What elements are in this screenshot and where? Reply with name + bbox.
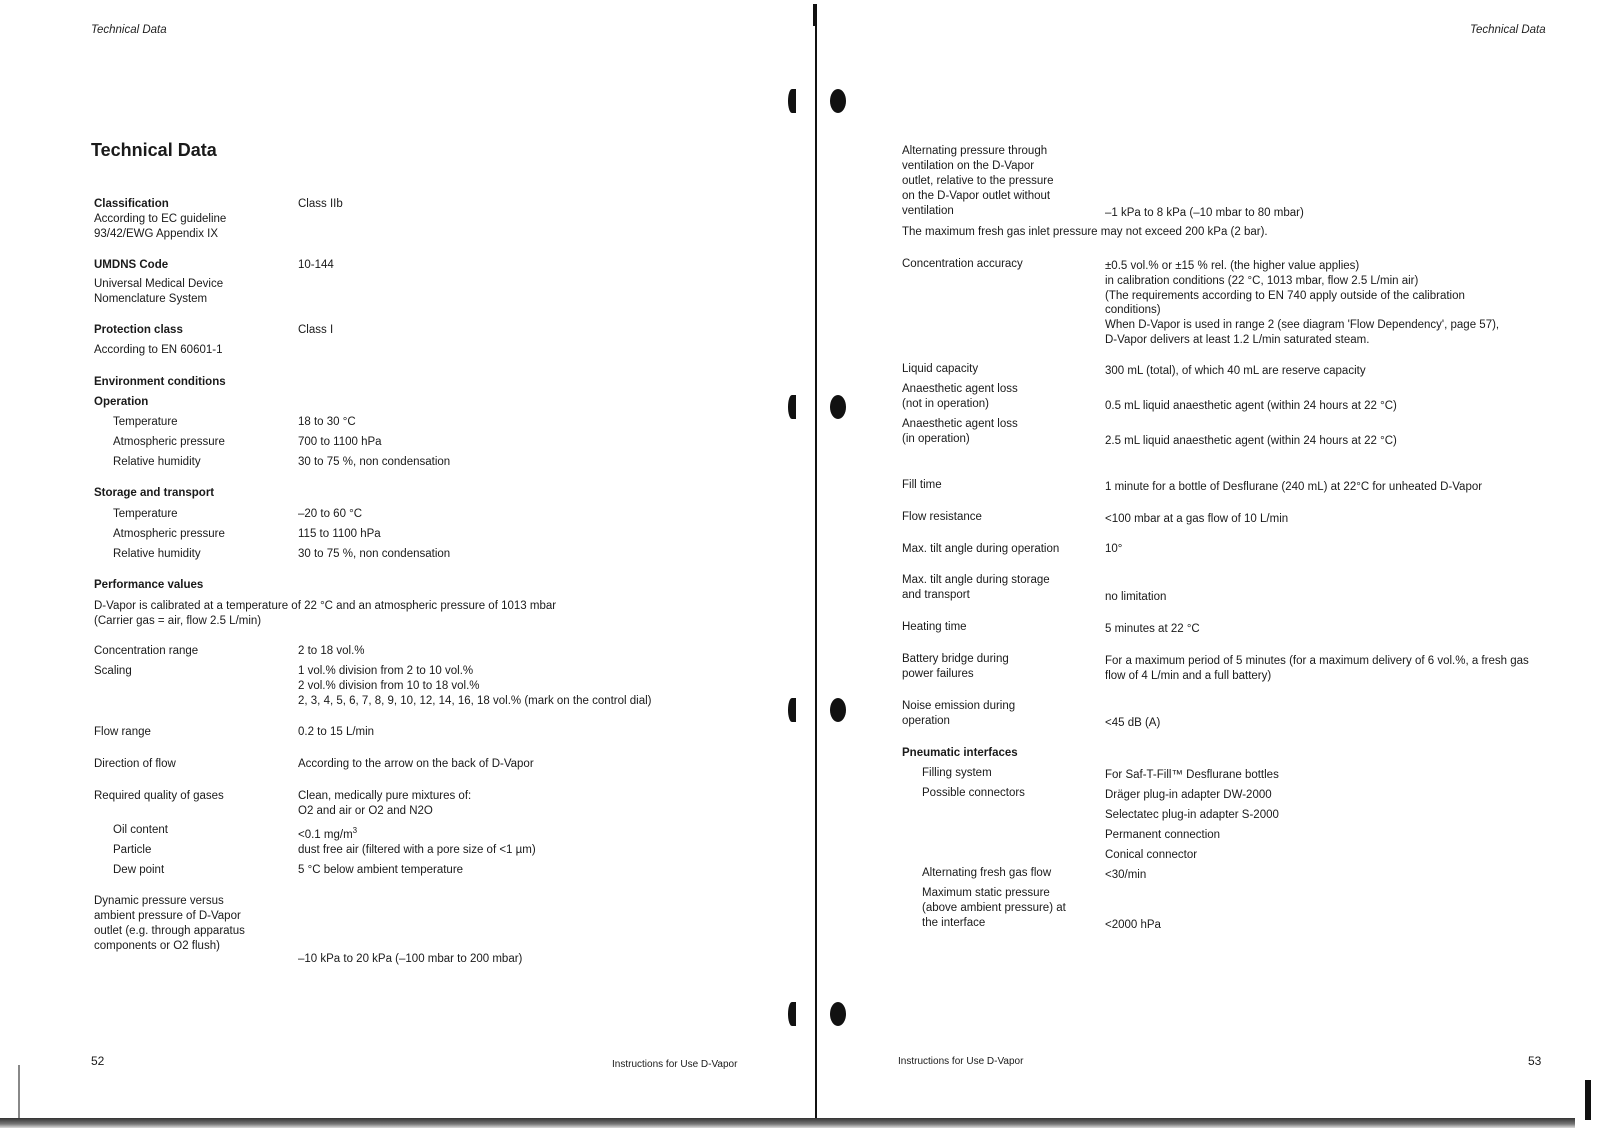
page-edge bbox=[1585, 1080, 1591, 1120]
quality-label: Required quality of gases bbox=[94, 790, 224, 802]
tilt-operation-label: Max. tilt angle during operation bbox=[902, 543, 1060, 555]
pneumatic-label: Pneumatic interfaces bbox=[902, 747, 1018, 759]
dynamic-pressure-value: –10 kPa to 20 kPa (–100 mbar to 200 mbar) bbox=[298, 953, 523, 965]
particle-value: dust free air (filtered with a pore size of <1 µm) bbox=[298, 844, 536, 856]
flow-resistance-label: Flow resistance bbox=[902, 511, 982, 523]
dynamic-pressure-label: components or O2 flush) bbox=[94, 940, 220, 952]
page-gutter bbox=[815, 4, 817, 1119]
scaling-value: 2, 3, 4, 5, 6, 7, 8, 9, 10, 12, 14, 16, 18 vol.% (mark on the control dial) bbox=[298, 695, 652, 707]
static-pressure-value: <2000 hPa bbox=[1105, 919, 1161, 931]
environment-label: Environment conditions bbox=[94, 376, 226, 388]
left-footer: Instructions for Use D-Vapor bbox=[612, 1059, 738, 1070]
dynamic-pressure-label: outlet (e.g. through apparatus bbox=[94, 925, 245, 937]
op-hum-value: 30 to 75 %, non condensation bbox=[298, 456, 451, 468]
binding-hole bbox=[830, 1002, 846, 1026]
alt-pressure-label: on the D-Vapor outlet without bbox=[902, 190, 1051, 202]
op-hum-label: Relative humidity bbox=[113, 456, 201, 468]
alt-fresh-gas-label: Alternating fresh gas flow bbox=[922, 867, 1052, 879]
direction-label: Direction of flow bbox=[94, 758, 176, 770]
binding-hole bbox=[788, 89, 796, 113]
page-bottom-shadow bbox=[0, 1118, 1575, 1128]
protection-sub: According to EN 60601-1 bbox=[94, 344, 223, 356]
connector-value: Conical connector bbox=[1105, 849, 1198, 861]
quality-value: O2 and air or O2 and N2O bbox=[298, 805, 433, 817]
max-inlet-note: The maximum fresh gas inlet pressure may not exceed 200 kPa (2 bar). bbox=[902, 226, 1268, 238]
left-page-number: 52 bbox=[91, 1054, 105, 1068]
noise-label: Noise emission during bbox=[902, 700, 1016, 712]
accuracy-value: in calibration conditions (22 °C, 1013 mbar, flow 2.5 L/min air) bbox=[1105, 275, 1419, 287]
battery-value: For a maximum period of 5 minutes (for a maximum delivery of 6 vol.%, a fresh gas bbox=[1105, 655, 1529, 667]
liquid-capacity-value: 300 mL (total), of which 40 mL are reserve capacity bbox=[1105, 365, 1366, 377]
scaling-value: 2 vol.% division from 10 to 18 vol.% bbox=[298, 680, 480, 692]
oil-value: <0.1 $mg/m^3$ bbox=[298, 826, 358, 841]
accuracy-value: (The requirements according to EN 740 apply outside of the calibration bbox=[1105, 290, 1465, 302]
agent-loss-label: Anaesthetic agent loss bbox=[902, 418, 1018, 430]
fill-time-value: 1 minute for a bottle of Desflurane (240 mL) at 22°C for unheated D-Vapor bbox=[1105, 481, 1483, 493]
heating-time-value: 5 minutes at 22 °C bbox=[1105, 623, 1200, 635]
binding-hole bbox=[830, 698, 846, 722]
liquid-capacity-label: Liquid capacity bbox=[902, 363, 979, 375]
dew-label: Dew point bbox=[113, 864, 165, 876]
op-temp-value: 18 to 30 °C bbox=[298, 416, 356, 428]
battery-label: power failures bbox=[902, 668, 974, 680]
tilt-storage-label: and transport bbox=[902, 589, 970, 601]
right-footer: Instructions for Use D-Vapor bbox=[898, 1056, 1024, 1067]
alt-pressure-label: ventilation on the D-Vapor bbox=[902, 160, 1035, 172]
calibration-text: (Carrier gas = air, flow 2.5 L/min) bbox=[94, 615, 262, 627]
tilt-operation-value: 10° bbox=[1105, 543, 1123, 555]
filling-system-label: Filling system bbox=[922, 767, 992, 779]
st-temp-value: –20 to 60 °C bbox=[298, 508, 363, 520]
binding-hole bbox=[788, 395, 796, 419]
accuracy-label: Concentration accuracy bbox=[902, 258, 1023, 270]
agent-loss-label: (in operation) bbox=[902, 433, 970, 445]
protection-label: Protection class bbox=[94, 324, 183, 336]
st-press-value: 115 to 1100 hPa bbox=[298, 528, 381, 540]
noise-value: <45 dB (A) bbox=[1105, 717, 1161, 729]
tilt-storage-label: Max. tilt angle during storage bbox=[902, 574, 1050, 586]
flow-range-label: Flow range bbox=[94, 726, 151, 738]
st-temp-label: Temperature bbox=[113, 508, 178, 520]
st-hum-value: 30 to 75 %, non condensation bbox=[298, 548, 451, 560]
op-temp-label: Temperature bbox=[113, 416, 178, 428]
protection-value: Class I bbox=[298, 324, 334, 336]
umdns-sub: Universal Medical Device bbox=[94, 278, 224, 290]
accuracy-value: When D-Vapor is used in range 2 (see diagram 'Flow Dependency', page 57), bbox=[1105, 319, 1500, 331]
page-edge bbox=[18, 1065, 20, 1120]
left-running-header: Technical Data bbox=[91, 24, 167, 36]
scaling-label: Scaling bbox=[94, 665, 132, 677]
agent-loss-value: 0.5 mL liquid anaesthetic agent (within 24 hours at 22 °C) bbox=[1105, 400, 1397, 412]
accuracy-value: D-Vapor delivers at least 1.2 L/min saturated steam. bbox=[1105, 334, 1370, 346]
agent-loss-label: Anaesthetic agent loss bbox=[902, 383, 1018, 395]
quality-value: Clean, medically pure mixtures of: bbox=[298, 790, 472, 802]
agent-loss-label: (not in operation) bbox=[902, 398, 989, 410]
binding-hole bbox=[788, 1002, 796, 1026]
alt-pressure-label: Alternating pressure through bbox=[902, 145, 1048, 157]
classification-value: Class IIb bbox=[298, 198, 343, 210]
dynamic-pressure-label: ambient pressure of D-Vapor bbox=[94, 910, 241, 922]
alt-pressure-label: outlet, relative to the pressure bbox=[902, 175, 1054, 187]
conc-range-value: 2 to 18 vol.% bbox=[298, 645, 365, 657]
right-running-header: Technical Data bbox=[1470, 24, 1546, 36]
gutter-cap bbox=[813, 4, 817, 26]
st-hum-label: Relative humidity bbox=[113, 548, 201, 560]
alt-fresh-gas-value: <30/min bbox=[1105, 869, 1147, 881]
conc-range-label: Concentration range bbox=[94, 645, 199, 657]
performance-label: Performance values bbox=[94, 579, 204, 591]
classification-sub: 93/42/EWG Appendix IX bbox=[94, 228, 219, 240]
particle-label: Particle bbox=[113, 844, 152, 856]
heating-time-label: Heating time bbox=[902, 621, 967, 633]
dynamic-pressure-label: Dynamic pressure versus bbox=[94, 895, 224, 907]
static-pressure-label: (above ambient pressure) at bbox=[922, 902, 1066, 914]
umdns-value: 10-144 bbox=[298, 259, 334, 271]
noise-label: operation bbox=[902, 715, 950, 727]
flow-range-value: 0.2 to 15 L/min bbox=[298, 726, 375, 738]
direction-value: According to the arrow on the back of D-Vapor bbox=[298, 758, 534, 770]
umdns-label: UMDNS Code bbox=[94, 259, 169, 271]
oil-label: Oil content bbox=[113, 824, 168, 836]
connectors-label: Possible connectors bbox=[922, 787, 1025, 799]
right-page-number: 53 bbox=[1528, 1054, 1542, 1068]
battery-label: Battery bridge during bbox=[902, 653, 1009, 665]
binding-hole bbox=[830, 395, 846, 419]
binding-hole bbox=[830, 89, 846, 113]
battery-value: flow of 4 L/min and a full battery) bbox=[1105, 670, 1272, 682]
umdns-sub: Nomenclature System bbox=[94, 293, 208, 305]
flow-resistance-value: <100 mbar at a gas flow of 10 L/min bbox=[1105, 513, 1289, 525]
classification-sub: According to EC guideline bbox=[94, 213, 227, 225]
alt-pressure-value: –1 kPa to 8 kPa (–10 mbar to 80 mbar) bbox=[1105, 207, 1304, 219]
classification-label: Classification bbox=[94, 198, 169, 210]
static-pressure-label: Maximum static pressure bbox=[922, 887, 1050, 899]
st-press-label: Atmospheric pressure bbox=[113, 528, 225, 540]
connector-value: Dräger plug-in adapter DW-2000 bbox=[1105, 789, 1272, 801]
dew-value: 5 °C below ambient temperature bbox=[298, 864, 464, 876]
connector-value: Permanent connection bbox=[1105, 829, 1221, 841]
accuracy-value: ±0.5 vol.% or ±15 % rel. (the higher value applies) bbox=[1105, 260, 1360, 272]
page-title: Technical Data bbox=[91, 140, 217, 160]
op-press-label: Atmospheric pressure bbox=[113, 436, 225, 448]
static-pressure-label: the interface bbox=[922, 917, 986, 929]
calibration-text: D-Vapor is calibrated at a temperature of 22 °C and an atmospheric pressure of 1013 mbar bbox=[94, 600, 557, 612]
operation-label: Operation bbox=[94, 396, 149, 408]
alt-pressure-label: ventilation bbox=[902, 205, 954, 217]
scaling-value: 1 vol.% division from 2 to 10 vol.% bbox=[298, 665, 474, 677]
binding-hole bbox=[788, 698, 796, 722]
tilt-storage-value: no limitation bbox=[1105, 591, 1167, 603]
fill-time-label: Fill time bbox=[902, 479, 942, 491]
accuracy-value: conditions) bbox=[1105, 304, 1161, 316]
agent-loss-value: 2.5 mL liquid anaesthetic agent (within 24 hours at 22 °C) bbox=[1105, 435, 1397, 447]
filling-system-value: For Saf-T-Fill™ Desflurane bottles bbox=[1105, 769, 1279, 781]
op-press-value: 700 to 1100 hPa bbox=[298, 436, 382, 448]
storage-label: Storage and transport bbox=[94, 487, 215, 499]
connector-value: Selectatec plug-in adapter S-2000 bbox=[1105, 809, 1279, 821]
